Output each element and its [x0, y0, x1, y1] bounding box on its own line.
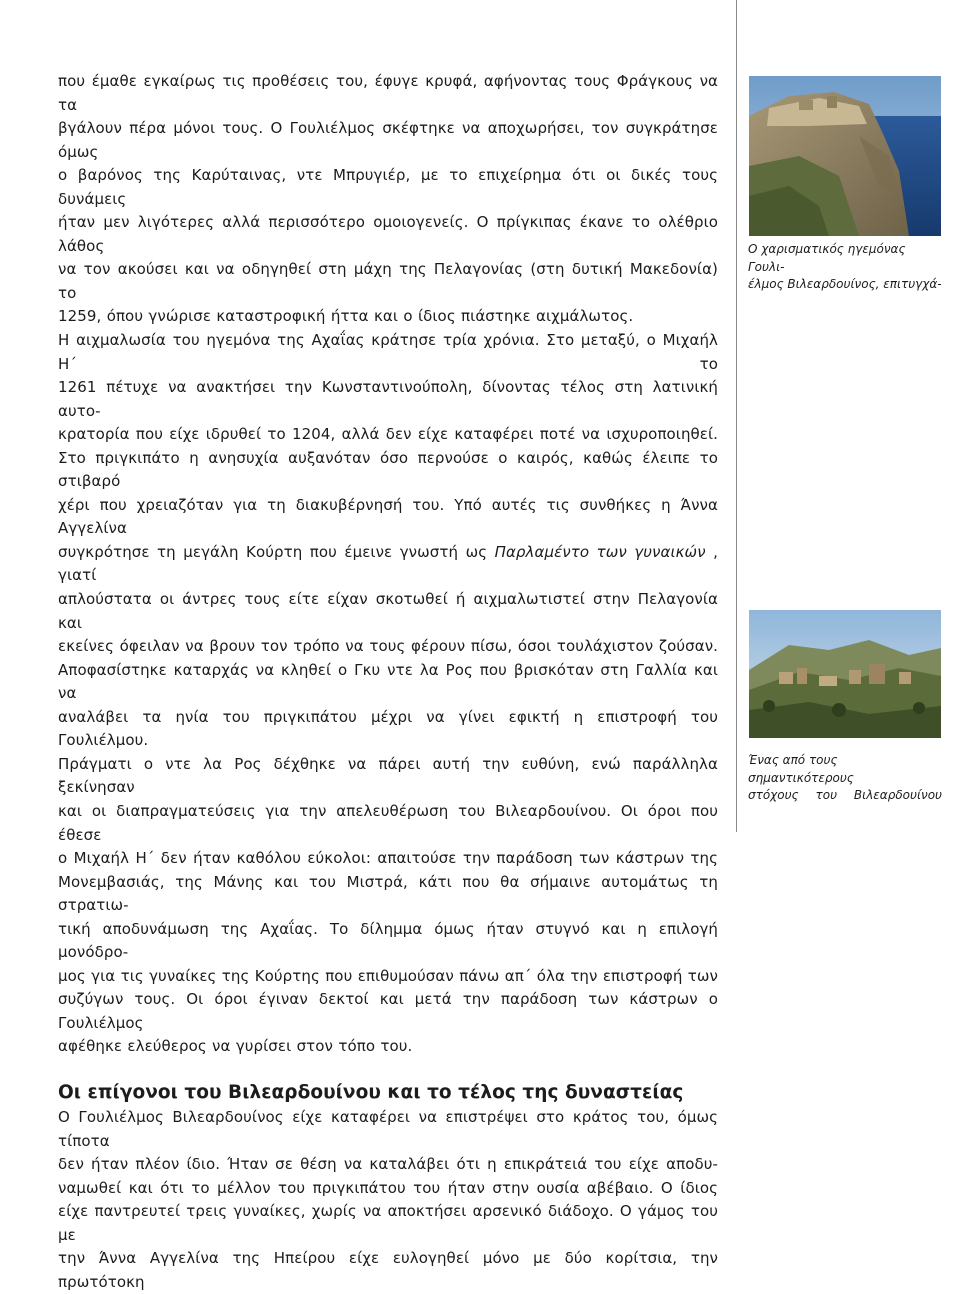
- text-line: αναλάβει τα ηνία του πριγκιπάτου μέχρι να γίνει εφικτή η επιστροφή του Γουλιέλμου.: [58, 707, 718, 750]
- hillside-town-illustration: [749, 610, 941, 738]
- text-fragment: συγκρότησε τη μεγάλη Κούρτη που έμεινε γνωστή ως: [58, 542, 495, 561]
- text-line: δεν ήταν πλέον ίδιο. Ήταν σε θέση να καταλάβει ότι η επικράτειά του είχε αποδυ-: [58, 1155, 718, 1174]
- caption-line: έλμος Βιλεαρδουίνος, επιτυγχά-: [748, 277, 942, 291]
- text-line: συζύγων τους. Οι όροι έγιναν δεκτοί και μετά την παράδοση των κάστρων ο Γουλιέλμος: [58, 990, 718, 1032]
- text-line: Ο Γουλιέλμος Βιλεαρδουίνος είχε καταφέρει να επιστρέψει στο κράτος του, όμως τίποτα: [58, 1107, 718, 1150]
- caption-line: Ο χαρισματικός ηγεμόνας Γουλι-: [748, 242, 906, 274]
- text-line: μος για τις γυναίκες της Κούρτης που επιθυμούσαν πάνω απ΄ όλα την επιστροφή των: [58, 966, 718, 985]
- text-line: 1261 πέτυχε να ανακτήσει την Κωνσταντινούπολη, δίνοντας τέλος στη λατινική αυτο-: [58, 378, 718, 420]
- italic-term: Παρλαμέντο των γυναικών: [494, 542, 706, 561]
- caption-line: Ένας από τους σημαντικότερους: [748, 753, 854, 785]
- text-line: που έμαθε εγκαίρως τις προθέσεις του, έφυγε κρυφά, αφήνοντας τους Φράγκους να τα: [58, 72, 718, 114]
- caption-line: στόχους του Βιλεαρδουίνου: [748, 788, 942, 802]
- text-line: Αποφασίστηκε καταρχάς να κληθεί ο Γκυ ντε λα Ρος που βρισκόταν στη Γαλλία και να: [58, 660, 718, 703]
- text-line: κρατορία που είχε ιδρυθεί το 1204, αλλά δεν είχε καταφέρει ποτέ να ισχυροποιηθεί.: [58, 425, 718, 444]
- main-text-column: [58, 70, 718, 1294]
- photo-caption: [748, 752, 942, 805]
- hillside-town-photo: [749, 610, 941, 738]
- text-line: Μονεμβασιάς, της Μάνης και του Μιστρά, κάτι που θα σήμαινε αυτομάτως τη στρατιω-: [58, 872, 718, 915]
- body-paragraph: [58, 70, 718, 1059]
- text-line: αφέθηκε ελεύθερος να γυρίσει στον τόπο του.: [58, 1037, 413, 1056]
- text-line: 1259, όπου γνώρισε καταστροφική ήττα και ο ίδιος πιάστηκε αιχμάλωτος.: [58, 307, 634, 326]
- text-line: ναμωθεί και ότι το μέλλον του πριγκιπάτου του ήταν στην ουσία αβέβαιο. Ο ίδιος: [58, 1178, 718, 1197]
- photo-caption: [748, 241, 942, 294]
- text-line: εκείνες όφειλαν να βρουν τον τρόπο να τους φέρουν πίσω, όσοι τουλάχιστον ζούσαν.: [58, 637, 718, 656]
- text-line: ήταν μεν λιγότερες αλλά περισσότερο ομοιογενείς. Ο πρίγκιπας έκανε το ολέθριο λάθος: [58, 213, 718, 255]
- section-heading: Οι επίγονοι του Βιλεαρδουίνου και το τέλος της δυναστείας: [58, 1081, 684, 1103]
- text-line-with-italic: [58, 541, 718, 588]
- text-line: ο Μιχαήλ Η΄ δεν ήταν καθόλου εύκολοι: απαιτούσε την παράδοση των κάστρων της: [58, 849, 718, 868]
- text-line: ο βαρόνος της Καρύταινας, ντε Μπρυγιέρ, με το επιχείρημα ότι οι δικές τους δυνάμεις: [58, 166, 718, 208]
- text-line: Πράγματι ο ντε λα Ρος δέχθηκε να πάρει αυτή την ευθύνη, ενώ παράλληλα ξεκίνησαν: [58, 754, 718, 797]
- text-line: Η αιχμαλωσία του ηγεμόνα της Αχαΐας κράτησε τρία χρόνια. Στο μεταξύ, ο Μιχαήλ Η΄ το: [58, 331, 718, 373]
- coastal-castle-illustration: [749, 76, 941, 236]
- text-fragment: , γιατί: [58, 542, 718, 585]
- coastal-castle-photo: [749, 76, 941, 236]
- text-line: είχε παντρευτεί τρεις γυναίκες, χωρίς να αποκτήσει αρσενικό διάδοχο. Ο γάμος του με: [58, 1202, 718, 1244]
- text-line: να τον ακούσει και να οδηγηθεί στη μάχη της Πελαγονίας (στη δυτική Μακεδονία) το: [58, 260, 718, 302]
- text-line: Στο πριγκιπάτο η ανησυχία αυξανόταν όσο περνούσε ο καιρός, καθώς έλειπε το στιβαρό: [58, 448, 718, 491]
- text-line: απλούστατα οι άντρες τους είτε είχαν σκοτωθεί ή αιχμαλωτιστεί στην Πελαγονία και: [58, 590, 718, 632]
- margin-rule: [736, 0, 737, 832]
- text-line: τική αποδυνάμωση της Αχαΐας. Το δίλημμα όμως ήταν στυγνό και η επιλογή μονόδρο-: [58, 919, 718, 962]
- text-line: την Άννα Αγγελίνα της Ηπείρου είχε ευλογηθεί μόνο με δύο κορίτσια, την πρωτότοκη: [58, 1249, 718, 1291]
- body-paragraph: [58, 1106, 718, 1294]
- text-line: και οι διαπραγματεύσεις για την απελευθέρωση του Βιλεαρδουίνου. Οι όροι που έθεσε: [58, 801, 718, 844]
- text-line: βγάλουν πέρα μόνοι τους. Ο Γουλιέλμος σκέφτηκε να αποχωρήσει, τον συγκράτησε όμως: [58, 119, 718, 161]
- text-line: χέρι που χρειαζόταν για τη διακυβέρνησή του. Υπό αυτές τις συνθήκες η Άννα Αγγελίνα: [58, 495, 718, 538]
